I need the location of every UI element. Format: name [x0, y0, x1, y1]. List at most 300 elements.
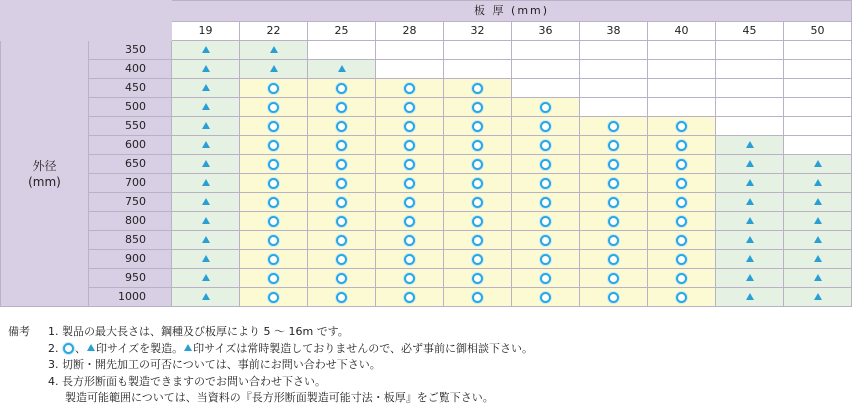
- cell-circle: [648, 117, 716, 136]
- circle-icon: [540, 197, 551, 208]
- triangle-icon: [814, 179, 822, 186]
- circle-icon: [268, 197, 279, 208]
- outer-diameter-value: 750: [89, 193, 172, 212]
- note-3: 3. 切断・開先加工の可否については、事前にお問い合わせ下さい。: [48, 358, 381, 371]
- triangle-icon: [746, 255, 754, 262]
- circle-icon: [540, 178, 551, 189]
- cell-circle: [580, 212, 648, 231]
- cell-empty: [716, 41, 784, 60]
- cell-triangle: [784, 288, 852, 307]
- circle-icon: [336, 140, 347, 151]
- outer-diameter-value: 650: [89, 155, 172, 174]
- thickness-col-22: 22: [240, 22, 308, 41]
- circle-icon: [472, 254, 483, 265]
- cell-circle: [580, 193, 648, 212]
- triangle-icon: [746, 179, 754, 186]
- circle-icon: [608, 178, 619, 189]
- table-row: [1, 269, 852, 288]
- cell-circle: [648, 288, 716, 307]
- cell-circle: [648, 231, 716, 250]
- thickness-col-28: 28: [376, 22, 444, 41]
- circle-icon: [608, 292, 619, 303]
- circle-icon: [268, 121, 279, 132]
- triangle-icon: [814, 160, 822, 167]
- cell-circle: [444, 79, 512, 98]
- cell-circle: [240, 212, 308, 231]
- circle-icon: [336, 235, 347, 246]
- thickness-col-45: 45: [716, 22, 784, 41]
- table-row: [1, 193, 852, 212]
- cell-triangle: [172, 117, 240, 136]
- cell-circle: [580, 155, 648, 174]
- outer-diameter-value: 700: [89, 174, 172, 193]
- triangle-icon: [746, 141, 754, 148]
- outer-diameter-value: 600: [89, 136, 172, 155]
- notes-label: 備考: [8, 325, 30, 338]
- thickness-col-19: 19: [172, 22, 240, 41]
- cell-empty: [784, 117, 852, 136]
- cell-circle: [240, 117, 308, 136]
- thickness-col-25: 25: [308, 22, 376, 41]
- triangle-icon: [814, 217, 822, 224]
- circle-icon: [268, 254, 279, 265]
- cell-circle: [444, 136, 512, 155]
- cell-circle: [240, 231, 308, 250]
- triangle-icon: [202, 122, 210, 129]
- cell-triangle: [172, 136, 240, 155]
- cell-circle: [512, 212, 580, 231]
- cell-empty: [716, 79, 784, 98]
- circle-icon: [540, 216, 551, 227]
- outer-diameter-unit: (mm): [28, 174, 61, 189]
- triangle-icon: [746, 198, 754, 205]
- circle-icon: [404, 159, 415, 170]
- cell-empty: [580, 79, 648, 98]
- circle-icon: [608, 216, 619, 227]
- circle-icon: [676, 254, 687, 265]
- circle-icon: [404, 235, 415, 246]
- cell-circle: [444, 98, 512, 117]
- circle-icon: [63, 343, 74, 354]
- cell-triangle: [172, 288, 240, 307]
- cell-circle: [444, 250, 512, 269]
- cell-circle: [240, 193, 308, 212]
- triangle-icon: [202, 141, 210, 148]
- circle-icon: [472, 216, 483, 227]
- triangle-icon: [746, 160, 754, 167]
- cell-empty: [444, 60, 512, 79]
- cell-circle: [580, 269, 648, 288]
- table-row: [1, 212, 852, 231]
- circle-icon: [540, 292, 551, 303]
- cell-circle: [308, 231, 376, 250]
- circle-icon: [540, 159, 551, 170]
- triangle-icon: [202, 84, 210, 91]
- cell-empty: [308, 41, 376, 60]
- triangle-icon: [746, 293, 754, 300]
- outer-diameter-value: 550: [89, 117, 172, 136]
- triangle-icon: [87, 344, 95, 351]
- circle-icon: [676, 216, 687, 227]
- cell-circle: [376, 98, 444, 117]
- triangle-icon: [202, 179, 210, 186]
- note-2-prefix: 2.: [48, 341, 62, 355]
- circle-icon: [676, 178, 687, 189]
- cell-circle: [376, 250, 444, 269]
- cell-circle: [376, 193, 444, 212]
- cell-triangle: [784, 155, 852, 174]
- cell-circle: [512, 193, 580, 212]
- circle-icon: [404, 83, 415, 94]
- cell-triangle: [172, 250, 240, 269]
- cell-triangle: [716, 174, 784, 193]
- cell-empty: [376, 41, 444, 60]
- cell-circle: [444, 269, 512, 288]
- table-row: [1, 60, 852, 79]
- thickness-col-36: 36: [512, 22, 580, 41]
- circle-icon: [472, 83, 483, 94]
- cell-circle: [648, 193, 716, 212]
- cell-circle: [444, 155, 512, 174]
- table-corner: [1, 1, 172, 41]
- cell-triangle: [716, 212, 784, 231]
- cell-circle: [308, 117, 376, 136]
- outer-diameter-value: 850: [89, 231, 172, 250]
- circle-icon: [608, 197, 619, 208]
- circle-icon: [268, 178, 279, 189]
- triangle-icon: [270, 65, 278, 72]
- cell-circle: [512, 269, 580, 288]
- triangle-icon: [814, 293, 822, 300]
- cell-circle: [648, 174, 716, 193]
- circle-icon: [404, 121, 415, 132]
- cell-triangle: [784, 174, 852, 193]
- thickness-col-38: 38: [580, 22, 648, 41]
- triangle-icon: [746, 217, 754, 224]
- outer-diameter-label: [1, 41, 89, 307]
- cell-circle: [308, 212, 376, 231]
- cell-circle: [512, 98, 580, 117]
- circle-icon: [268, 216, 279, 227]
- circle-icon: [608, 273, 619, 284]
- cell-circle: [308, 79, 376, 98]
- cell-circle: [512, 117, 580, 136]
- cell-circle: [580, 288, 648, 307]
- circle-icon: [472, 140, 483, 151]
- circle-icon: [472, 292, 483, 303]
- note-4-sub: 製造可能範囲については、当資料の『長方形断面製造可能寸法・板厚』をご覧下さい。: [65, 391, 494, 404]
- circle-icon: [540, 273, 551, 284]
- circle-icon: [336, 178, 347, 189]
- thickness-header: 板 厚 (mm): [172, 1, 852, 22]
- cell-circle: [376, 269, 444, 288]
- cell-circle: [376, 288, 444, 307]
- cell-triangle: [716, 155, 784, 174]
- cell-triangle: [784, 269, 852, 288]
- cell-empty: [648, 79, 716, 98]
- circle-icon: [540, 140, 551, 151]
- cell-triangle: [240, 41, 308, 60]
- cell-circle: [580, 231, 648, 250]
- cell-triangle: [716, 250, 784, 269]
- circle-icon: [472, 178, 483, 189]
- table-row: [1, 231, 852, 250]
- cell-empty: [648, 41, 716, 60]
- cell-triangle: [240, 60, 308, 79]
- circle-icon: [676, 140, 687, 151]
- cell-circle: [240, 250, 308, 269]
- cell-circle: [648, 269, 716, 288]
- circle-icon: [268, 140, 279, 151]
- cell-circle: [648, 155, 716, 174]
- outer-diameter-value: 800: [89, 212, 172, 231]
- triangle-icon: [202, 217, 210, 224]
- table-row: [1, 79, 852, 98]
- cell-empty: [444, 41, 512, 60]
- circle-icon: [472, 121, 483, 132]
- cell-triangle: [784, 231, 852, 250]
- cell-triangle: [172, 193, 240, 212]
- cell-circle: [444, 288, 512, 307]
- circle-icon: [404, 102, 415, 113]
- cell-triangle: [172, 60, 240, 79]
- circle-icon: [336, 159, 347, 170]
- table-row: [1, 155, 852, 174]
- cell-circle: [308, 288, 376, 307]
- circle-icon: [336, 197, 347, 208]
- cell-circle: [376, 155, 444, 174]
- circle-icon: [676, 235, 687, 246]
- cell-triangle: [716, 231, 784, 250]
- triangle-icon: [746, 236, 754, 243]
- circle-icon: [676, 159, 687, 170]
- cell-empty: [784, 98, 852, 117]
- triangle-icon: [202, 198, 210, 205]
- circle-icon: [404, 197, 415, 208]
- circle-icon: [608, 159, 619, 170]
- circle-icon: [268, 159, 279, 170]
- circle-icon: [336, 83, 347, 94]
- cell-circle: [444, 117, 512, 136]
- table-body: [1, 41, 852, 307]
- triangle-icon: [814, 274, 822, 281]
- circle-icon: [404, 254, 415, 265]
- cell-triangle: [172, 212, 240, 231]
- circle-icon: [676, 121, 687, 132]
- table-row: [1, 288, 852, 307]
- note-1: 1. 製品の最大長さは、鋼種及び板厚により 5 ～ 16m です。: [48, 325, 349, 338]
- cell-circle: [580, 174, 648, 193]
- cell-circle: [376, 117, 444, 136]
- circle-icon: [472, 197, 483, 208]
- circle-icon: [608, 121, 619, 132]
- table-row: [1, 41, 852, 60]
- circle-icon: [540, 102, 551, 113]
- cell-triangle: [172, 174, 240, 193]
- note-2-mid: 印サイズを製造。: [96, 341, 184, 355]
- cell-triangle: [716, 269, 784, 288]
- cell-empty: [376, 60, 444, 79]
- circle-icon: [540, 121, 551, 132]
- cell-circle: [648, 250, 716, 269]
- circle-icon: [472, 102, 483, 113]
- cell-circle: [444, 231, 512, 250]
- cell-circle: [308, 98, 376, 117]
- cell-circle: [308, 155, 376, 174]
- triangle-icon: [202, 255, 210, 262]
- note-4: 4. 長方形断面も製造できますのでお問い合わせ下さい。: [48, 374, 326, 388]
- outer-diameter-value: 950: [89, 269, 172, 288]
- circle-icon: [268, 273, 279, 284]
- cell-circle: [308, 250, 376, 269]
- cell-empty: [784, 60, 852, 79]
- triangle-icon: [338, 65, 346, 72]
- circle-icon: [404, 216, 415, 227]
- triangle-icon: [814, 198, 822, 205]
- cell-empty: [512, 60, 580, 79]
- circle-icon: [336, 216, 347, 227]
- table-row: [1, 250, 852, 269]
- thickness-col-40: 40: [648, 22, 716, 41]
- note-2-suffix: 印サイズは常時製造しておりませんので、必ず事前に御相談下さい。: [193, 341, 534, 355]
- triangle-icon: [202, 65, 210, 72]
- cell-circle: [240, 269, 308, 288]
- circle-icon: [268, 83, 279, 94]
- cell-triangle: [172, 155, 240, 174]
- cell-triangle: [784, 250, 852, 269]
- cell-circle: [376, 174, 444, 193]
- table-row: [1, 98, 852, 117]
- circle-icon: [676, 197, 687, 208]
- circle-icon: [608, 254, 619, 265]
- triangle-icon: [746, 274, 754, 281]
- cell-circle: [580, 117, 648, 136]
- outer-diameter-value: 1000: [89, 288, 172, 307]
- circle-icon: [608, 235, 619, 246]
- cell-circle: [444, 174, 512, 193]
- circle-icon: [540, 235, 551, 246]
- triangle-icon: [202, 236, 210, 243]
- cell-circle: [512, 155, 580, 174]
- cell-empty: [716, 117, 784, 136]
- cell-circle: [376, 212, 444, 231]
- triangle-icon: [202, 160, 210, 167]
- cell-empty: [716, 60, 784, 79]
- cell-circle: [308, 136, 376, 155]
- circle-icon: [268, 292, 279, 303]
- triangle-icon: [814, 255, 822, 262]
- circle-icon: [472, 273, 483, 284]
- triangle-icon: [184, 344, 192, 351]
- cell-empty: [580, 41, 648, 60]
- cell-circle: [580, 136, 648, 155]
- cell-circle: [648, 136, 716, 155]
- note-2: [48, 341, 848, 358]
- cell-circle: [376, 136, 444, 155]
- cell-empty: [784, 136, 852, 155]
- circle-icon: [676, 292, 687, 303]
- triangle-icon: [202, 274, 210, 281]
- circle-icon: [540, 254, 551, 265]
- circle-icon: [404, 140, 415, 151]
- circle-icon: [676, 273, 687, 284]
- cell-empty: [580, 60, 648, 79]
- note-2-sep: 、: [75, 341, 86, 355]
- cell-triangle: [172, 79, 240, 98]
- outer-diameter-title: 外径: [32, 158, 57, 173]
- cell-triangle: [308, 60, 376, 79]
- cell-circle: [444, 193, 512, 212]
- cell-triangle: [172, 41, 240, 60]
- cell-empty: [512, 79, 580, 98]
- cell-empty: [784, 79, 852, 98]
- cell-empty: [716, 98, 784, 117]
- circle-icon: [268, 102, 279, 113]
- outer-diameter-value: 350: [89, 41, 172, 60]
- thickness-col-32: 32: [444, 22, 512, 41]
- circle-icon: [472, 235, 483, 246]
- table-row: [1, 117, 852, 136]
- circle-icon: [336, 292, 347, 303]
- triangle-icon: [814, 236, 822, 243]
- triangle-icon: [202, 46, 210, 53]
- cell-circle: [648, 212, 716, 231]
- circle-icon: [336, 254, 347, 265]
- cell-circle: [308, 174, 376, 193]
- circle-icon: [404, 273, 415, 284]
- cell-circle: [240, 174, 308, 193]
- cell-circle: [512, 231, 580, 250]
- circle-icon: [336, 102, 347, 113]
- cell-triangle: [716, 288, 784, 307]
- outer-diameter-value: 900: [89, 250, 172, 269]
- table-row: [1, 174, 852, 193]
- circle-icon: [336, 121, 347, 132]
- cell-circle: [580, 250, 648, 269]
- outer-diameter-value: 400: [89, 60, 172, 79]
- cell-circle: [240, 98, 308, 117]
- cell-empty: [512, 41, 580, 60]
- cell-circle: [512, 174, 580, 193]
- table-row: [1, 136, 852, 155]
- cell-circle: [240, 155, 308, 174]
- triangle-icon: [202, 293, 210, 300]
- cell-empty: [648, 60, 716, 79]
- cell-triangle: [784, 212, 852, 231]
- cell-circle: [376, 79, 444, 98]
- cell-circle: [308, 193, 376, 212]
- cell-empty: [648, 98, 716, 117]
- circle-icon: [472, 159, 483, 170]
- cell-circle: [240, 288, 308, 307]
- circle-icon: [608, 140, 619, 151]
- triangle-icon: [270, 46, 278, 53]
- cell-empty: [784, 41, 852, 60]
- cell-triangle: [716, 193, 784, 212]
- cell-circle: [308, 269, 376, 288]
- circle-icon: [404, 178, 415, 189]
- cell-circle: [240, 136, 308, 155]
- cell-circle: [512, 136, 580, 155]
- cell-triangle: [716, 136, 784, 155]
- cell-circle: [512, 250, 580, 269]
- cell-circle: [376, 231, 444, 250]
- triangle-icon: [202, 103, 210, 110]
- cell-empty: [580, 98, 648, 117]
- cell-circle: [512, 288, 580, 307]
- circle-icon: [268, 235, 279, 246]
- circle-icon: [336, 273, 347, 284]
